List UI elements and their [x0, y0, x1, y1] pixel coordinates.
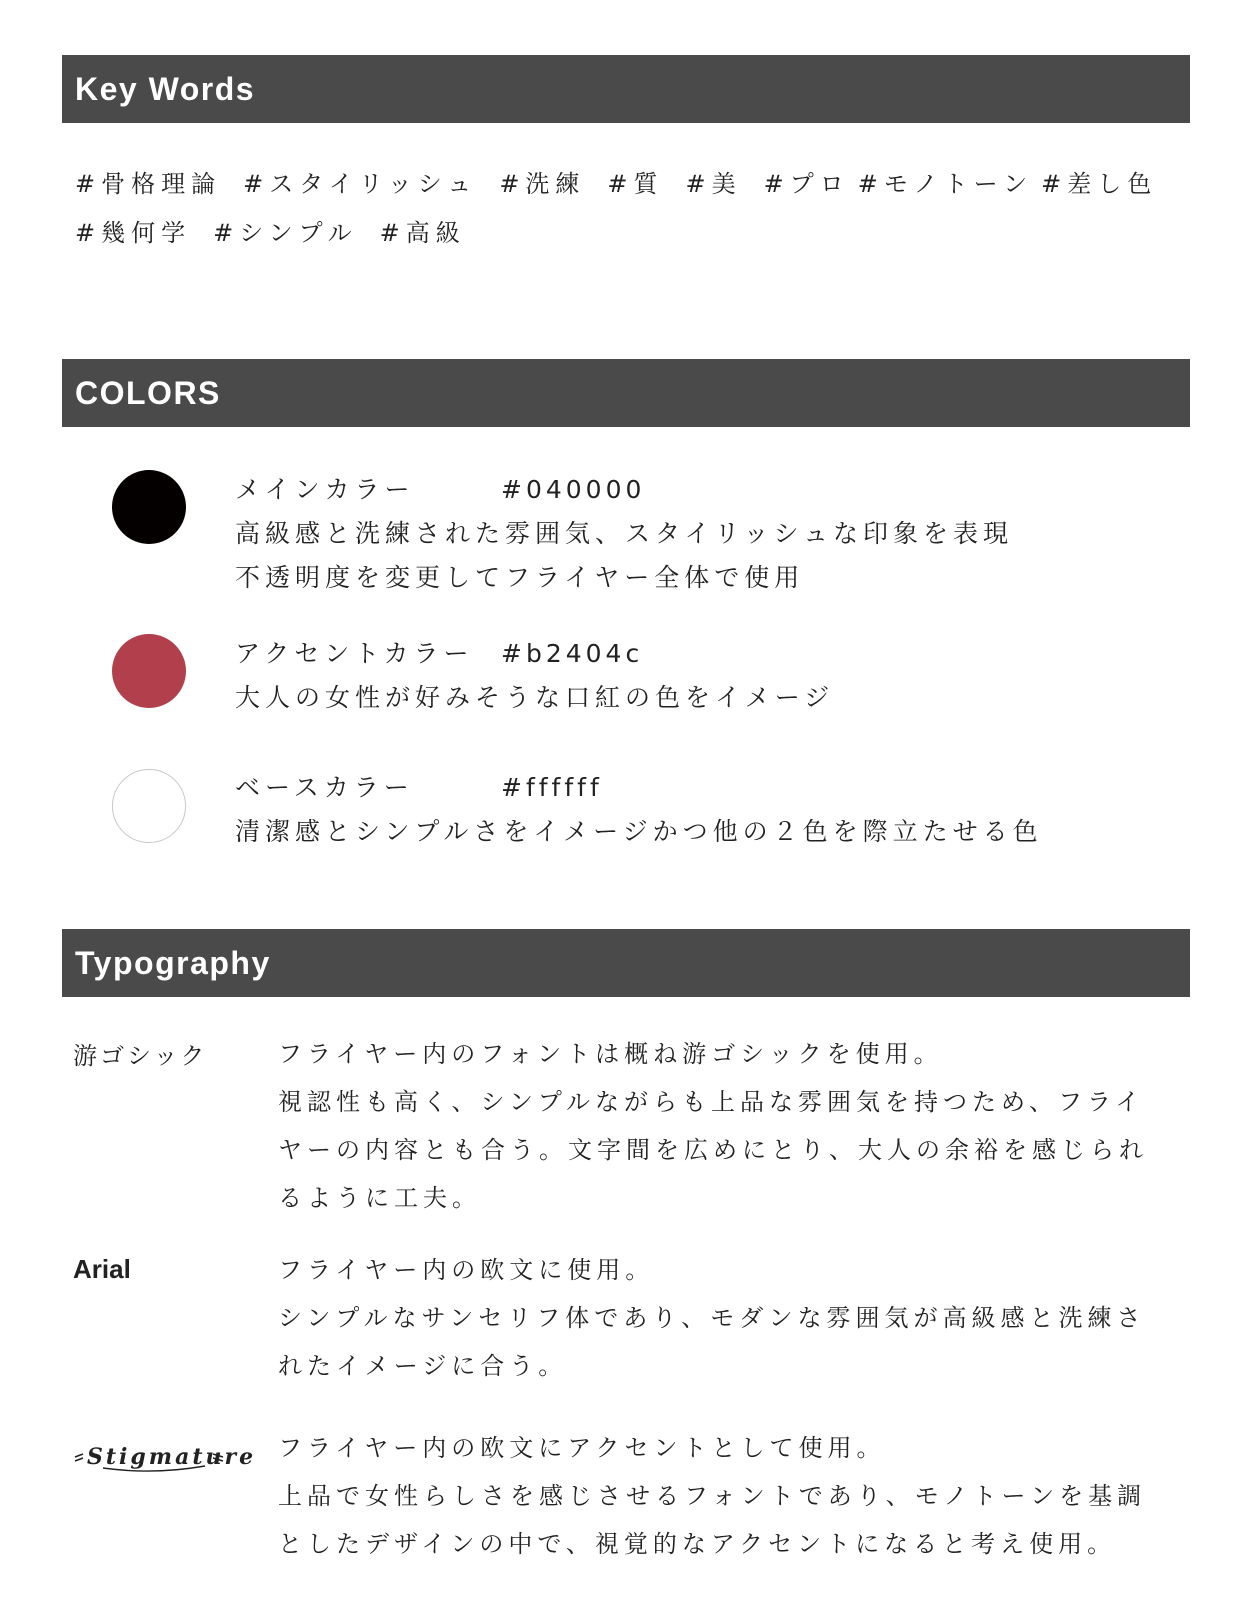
- desc-line: 上品で女性らしさを感じさせるフォントであり、モノトーンを基調: [278, 1482, 1147, 1510]
- keyword-tag: #モノトーン: [857, 170, 1034, 198]
- desc-line: としたデザインの中で、視覚的なアクセントになると考え使用。: [278, 1530, 1117, 1558]
- keyword-tag: #洗練: [499, 170, 586, 198]
- accent-color-name: アクセントカラー: [235, 639, 474, 668]
- stigmature-script-logo: [73, 1437, 257, 1477]
- base-color-title: [235, 768, 603, 804]
- desc-line: れたイメージに合う。: [278, 1352, 568, 1380]
- font-name-arial: Arial: [73, 1254, 131, 1284]
- font-desc-yugothic: [278, 1030, 1188, 1222]
- keywords-line-1: [75, 164, 1179, 199]
- accent-color-hex: #b2404c: [501, 639, 644, 668]
- font-desc-arial: [278, 1246, 1188, 1390]
- base-color-swatch: [112, 769, 186, 843]
- base-color-name: ベースカラー: [235, 773, 414, 802]
- desc-line: フライヤー内の欧文に使用。: [278, 1256, 655, 1284]
- accent-color-desc: 大人の女性が好みそうな口紅の色をイメージ: [235, 683, 835, 712]
- keyword-tag: #幾何学: [75, 219, 192, 247]
- main-color-desc-1: 高級感と洗練された雰囲気、スタイリッシュな印象を表現: [235, 519, 1014, 548]
- keyword-tag: #高級: [379, 219, 466, 247]
- keyword-tag: #差し色: [1041, 170, 1158, 198]
- base-color-hex: #ffffff: [501, 773, 603, 802]
- keywords-line-2: [75, 213, 488, 248]
- desc-line: ヤーの内容とも合う。文字間を広めにとり、大人の余裕を感じられ: [278, 1136, 1148, 1164]
- desc-line: フライヤー内の欧文にアクセントとして使用。: [278, 1434, 886, 1462]
- font-sample-stigmature: [73, 1437, 257, 1483]
- main-color-desc-2: 不透明度を変更してフライヤー全体で使用: [235, 563, 805, 592]
- main-color-title: [235, 470, 645, 506]
- font-name-yugothic: 游ゴシック: [73, 1042, 208, 1070]
- svg-text:Stigmature: Stigmature: [87, 1444, 257, 1470]
- keyword-tag: #骨格理論: [75, 170, 222, 198]
- main-color-hex: #040000: [501, 475, 646, 504]
- accent-color-title: [235, 634, 643, 670]
- keyword-tag: #美: [685, 170, 742, 198]
- desc-line: フライヤー内のフォントは概ね游ゴシックを使用。: [278, 1040, 943, 1068]
- desc-line: シンプルなサンセリフ体であり、モダンな雰囲気が高級感と洗練さ: [278, 1304, 1146, 1332]
- font-desc-stigmature: [278, 1424, 1188, 1568]
- keyword-tag: #スタイリッシュ: [243, 170, 478, 198]
- accent-color-swatch: [112, 634, 186, 708]
- base-color-desc: 清潔感とシンプルさをイメージかつ他の２色を際立たせる色: [235, 817, 1043, 846]
- desc-line: 視認性も高く、シンプルながらも上品な雰囲気を持つため、フライ: [278, 1088, 1145, 1116]
- main-color-swatch: [112, 470, 186, 544]
- keyword-tag: #プロ: [763, 170, 850, 198]
- keyword-tag: #シンプル: [213, 219, 358, 247]
- colors-header: COLORS: [62, 359, 1190, 427]
- typography-header: Typography: [62, 929, 1190, 997]
- keywords-header: Key Words: [62, 55, 1190, 123]
- keyword-tag: #質: [607, 170, 664, 198]
- main-color-name: メインカラー: [235, 475, 415, 504]
- desc-line: るように工夫。: [278, 1184, 481, 1212]
